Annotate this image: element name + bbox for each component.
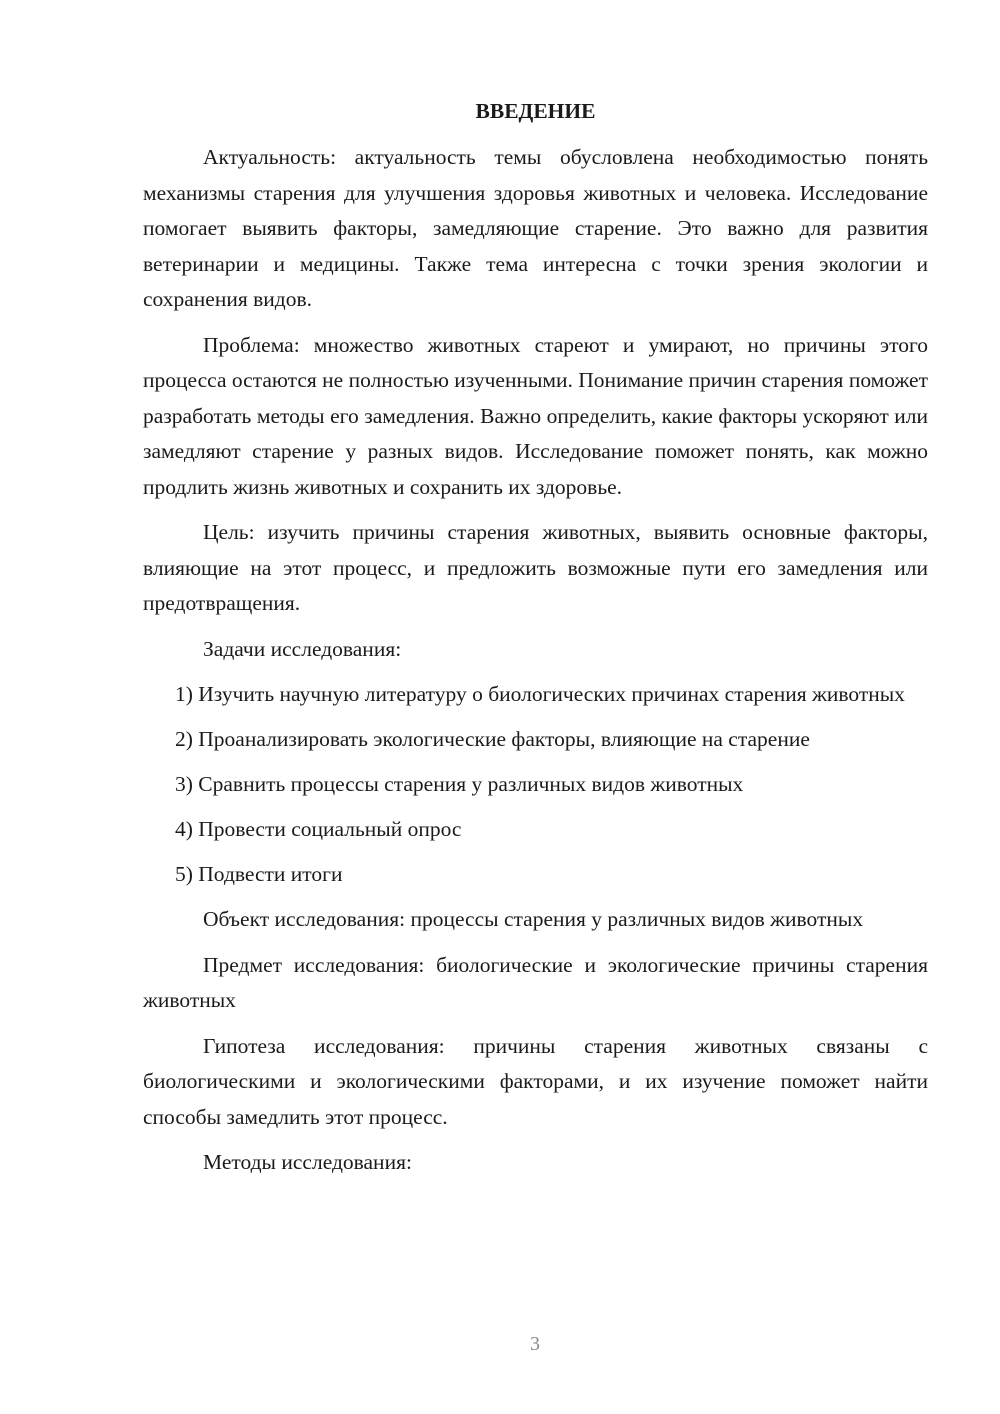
task-item-4: 4) Провести социальный опрос xyxy=(175,817,462,841)
relevance-paragraph: Актуальность: актуальность темы обусловлена необходимостью понять механизмы старения для улучшения здоровья животных и человека. Исследование помогает выявить факторы, замедляющие старение. Это важно для развития ветеринарии и медицины. Также тема интересна с точки зрения экологии и сохранения видов. xyxy=(143,145,928,311)
methods-heading: Методы исследования: xyxy=(203,1150,412,1174)
task-item-1: 1) Изучить научную литературу о биологических причинах старения животных xyxy=(175,682,905,706)
problem-paragraph: Проблема: множество животных стареют и умирают, но причины этого процесса остаются не полностью изученными. Понимание причин старения поможет разработать методы его замедления. Важно определить, какие факторы ускоряют или замедляют старение у разных видов. Исследование поможет понять, как можно продлить жизнь животных и сохранить их здоровье. xyxy=(143,332,928,499)
subject-paragraph: Предмет исследования: биологические и экологические причины старения животных xyxy=(143,952,928,1012)
task-item-3: 3) Сравнить процессы старения у различных видов животных xyxy=(175,772,744,796)
goal-paragraph: Цель: изучить причины старения животных, выявить основные факторы, влияющие на этот процесс, и предложить возможные пути его замедления или предотвращения. xyxy=(143,520,928,615)
tasks-list xyxy=(143,677,928,893)
tasks-heading: Задачи исследования: xyxy=(203,636,402,661)
task-item-2: 2) Проанализировать экологические факторы, влияющие на старение xyxy=(175,727,810,751)
hypothesis-paragraph: Гипотеза исследования: причины старения животных связаны с биологическими и экологическими факторами, и их изучение поможет найти способы замедлить этот процесс. xyxy=(143,1033,928,1129)
page-title: ВВЕДЕНИЕ xyxy=(475,99,596,123)
object-paragraph: Объект исследования: процессы старения у различных видов животных xyxy=(203,907,864,931)
page-number: 3 xyxy=(530,1333,540,1355)
document-page xyxy=(143,92,928,1191)
task-item-5: 5) Подвести итоги xyxy=(175,862,343,886)
